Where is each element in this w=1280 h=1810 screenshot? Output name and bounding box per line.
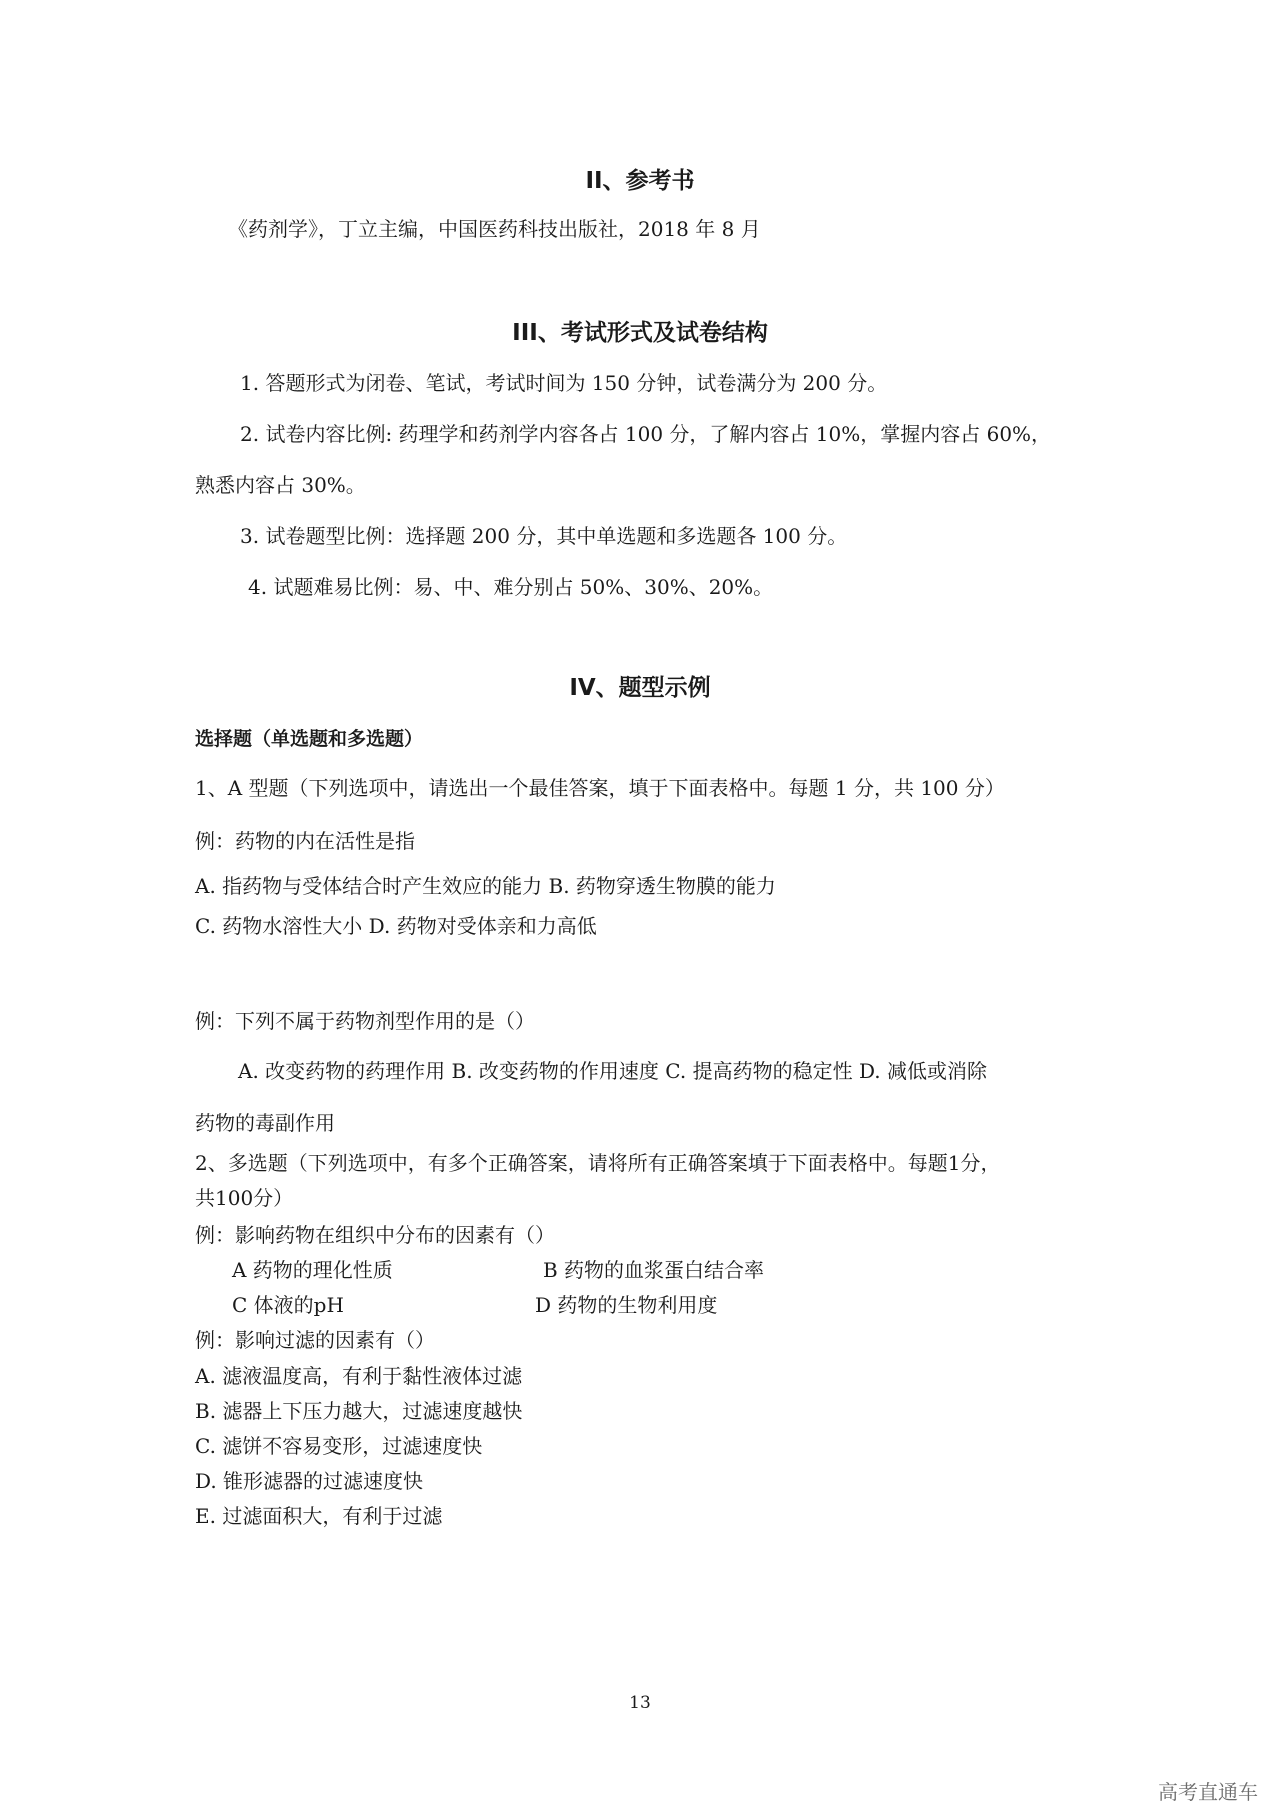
q2-example1-option-a: A 药物的理化性质 bbox=[232, 1258, 393, 1282]
exam-format-item-1: 1. 答题形式为闭卷、笔试，考试时间为 150 分钟，试卷满分为 200 分。 bbox=[240, 371, 888, 395]
q2-example1-option-c: C 体液的pH bbox=[232, 1293, 344, 1317]
section-title-reference: II、参考书 bbox=[585, 168, 695, 194]
q1-example2-stem: 例：下列不属于药物剂型作用的是（） bbox=[195, 1009, 535, 1033]
section-title-exam-format: III、考试形式及试卷结构 bbox=[512, 320, 768, 346]
exam-format-item-4: 4. 试题难易比例：易、中、难分别占 50%、30%、20%。 bbox=[248, 575, 774, 599]
q2-example2-option-b: B. 滤器上下压力越大，过滤速度越快 bbox=[195, 1399, 523, 1423]
exam-format-item-3: 3. 试卷题型比例：选择题 200 分，其中单选题和多选题各 100 分。 bbox=[240, 524, 848, 548]
exam-format-item-2: 2. 试卷内容比例: 药理学和药剂学内容各占 100 分，了解内容占 10%，掌握内容占 60%， bbox=[240, 422, 1052, 446]
q2-heading-2: 共100分） bbox=[195, 1186, 294, 1210]
q2-example2-option-e: E. 过滤面积大，有利于过滤 bbox=[195, 1504, 443, 1528]
q2-heading-1: 2、多选题（下列选项中，有多个正确答案，请将所有正确答案填于下面表格中。每题1分， bbox=[195, 1151, 1001, 1175]
q2-example2-option-c: C. 滤饼不容易变形，过滤速度快 bbox=[195, 1434, 483, 1458]
q1-example1-options-1: A. 指药物与受体结合时产生效应的能力 B. 药物穿透生物膜的能力 bbox=[195, 874, 776, 898]
exam-format-item-2-cont: 熟悉内容占 30%。 bbox=[195, 473, 366, 497]
q1-example2-options-1: A. 改变药物的药理作用 B. 改变药物的作用速度 C. 提高药物的稳定性 D. 减低或消除 bbox=[238, 1059, 987, 1083]
q2-example2-option-a: A. 滤液温度高，有利于黏性液体过滤 bbox=[195, 1364, 523, 1388]
q1-example2-options-2: 药物的毒副作用 bbox=[195, 1111, 335, 1135]
q2-example1-option-d: D 药物的生物利用度 bbox=[535, 1293, 718, 1317]
q2-example1-stem: 例：影响药物在组织中分布的因素有（） bbox=[195, 1223, 555, 1247]
q2-example2-option-d: D. 锥形滤器的过滤速度快 bbox=[195, 1469, 424, 1493]
q2-example2-stem: 例：影响过滤的因素有（） bbox=[195, 1328, 435, 1352]
q1-example1-options-2: C. 药物水溶性大小 D. 药物对受体亲和力高低 bbox=[195, 914, 597, 938]
examples-subtitle: 选择题（单选题和多选题） bbox=[195, 728, 424, 750]
q1-heading: 1、A 型题（下列选项中，请选出一个最佳答案，填于下面表格中。每题 1 分，共 100 分） bbox=[195, 776, 1005, 800]
section-title-examples: IV、题型示例 bbox=[569, 675, 711, 701]
q2-example1-option-b: B 药物的血浆蛋白结合率 bbox=[543, 1258, 765, 1282]
reference-book: 《药剂学》，丁立主编，中国医药科技出版社，2018 年 8 月 bbox=[228, 217, 761, 241]
page-number: 13 bbox=[629, 1693, 651, 1713]
watermark: 高考直通车 bbox=[1158, 1780, 1258, 1804]
q1-example1-stem: 例：药物的内在活性是指 bbox=[195, 829, 415, 853]
